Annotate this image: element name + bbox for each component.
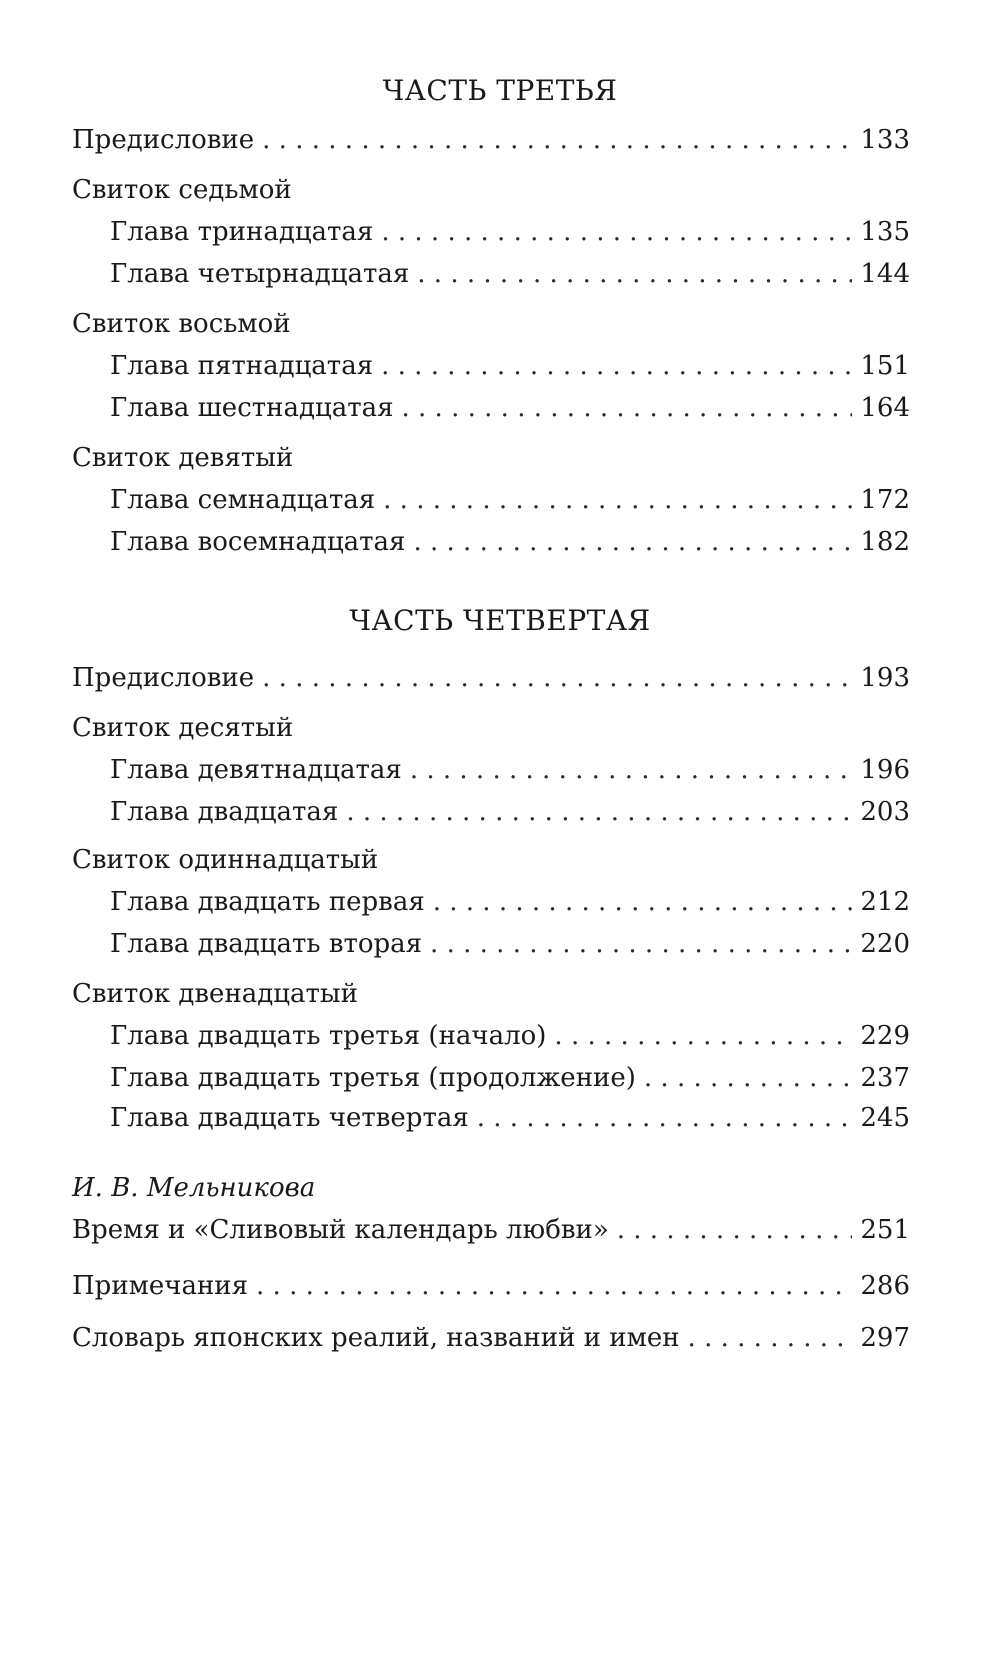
toc-entry-preface-part3[interactable] bbox=[72, 122, 910, 158]
part-four-title: ЧАСТЬ ЧЕТВЕРТАЯ bbox=[349, 604, 651, 637]
toc-page-number: 135 bbox=[860, 217, 910, 247]
dot-leader bbox=[430, 926, 852, 962]
dot-leader bbox=[688, 1320, 853, 1356]
scroll-eight-heading: Свиток восьмой bbox=[72, 309, 291, 339]
toc-entry-chapter-13[interactable] bbox=[110, 214, 910, 250]
dot-leader bbox=[402, 390, 853, 426]
toc-entry-label: Глава двадцать первая bbox=[110, 887, 425, 917]
toc-entry-label: Глава четырнадцатая bbox=[110, 259, 410, 289]
toc-page-number: 193 bbox=[860, 663, 910, 693]
part-three-title: ЧАСТЬ ТРЕТЬЯ bbox=[382, 74, 618, 107]
toc-page-number: 251 bbox=[860, 1215, 910, 1245]
dot-leader bbox=[410, 752, 853, 788]
toc-entry-label: Глава тринадцатая bbox=[110, 217, 374, 247]
toc-entry-label: Предисловие bbox=[72, 125, 255, 155]
toc-entry-label: Время и «Сливовый календарь любви» bbox=[72, 1215, 609, 1245]
toc-entry-chapter-22[interactable] bbox=[110, 926, 910, 962]
dot-leader bbox=[346, 794, 852, 830]
dot-leader bbox=[381, 348, 852, 384]
toc-entry-label: Глава девятнадцатая bbox=[110, 755, 402, 785]
toc-page-number: 144 bbox=[860, 259, 910, 289]
toc-page-number: 151 bbox=[860, 351, 910, 381]
dot-leader bbox=[477, 1100, 853, 1136]
toc-entry-chapter-20[interactable] bbox=[110, 794, 910, 830]
toc-page-number: 182 bbox=[860, 527, 910, 557]
toc-entry-chapter-19[interactable] bbox=[110, 752, 910, 788]
toc-page-number: 196 bbox=[860, 755, 910, 785]
dot-leader bbox=[262, 122, 852, 158]
toc-page-number: 172 bbox=[860, 485, 910, 515]
dot-leader bbox=[433, 884, 853, 920]
toc-entry-chapter-23-continued[interactable] bbox=[110, 1060, 910, 1096]
dot-leader bbox=[383, 482, 852, 518]
toc-page-number: 229 bbox=[860, 1021, 910, 1051]
toc-entry-label: Глава двадцатая bbox=[110, 797, 339, 827]
toc-entry-label: Примечания bbox=[72, 1271, 249, 1301]
scroll-seven-heading: Свиток седьмой bbox=[72, 175, 292, 205]
toc-entry-essay[interactable] bbox=[72, 1212, 910, 1248]
toc-entry-chapter-23-start[interactable] bbox=[110, 1018, 910, 1054]
toc-entry-chapter-15[interactable] bbox=[110, 348, 910, 384]
scroll-nine-heading: Свиток девятый bbox=[72, 443, 294, 473]
toc-page-number: 164 bbox=[860, 393, 910, 423]
toc-entry-chapter-16[interactable] bbox=[110, 390, 910, 426]
dot-leader bbox=[413, 524, 852, 560]
toc-entry-chapter-21[interactable] bbox=[110, 884, 910, 920]
essay-author: И. В. Мельникова bbox=[72, 1173, 316, 1203]
toc-page-number: 237 bbox=[860, 1063, 910, 1093]
toc-entry-label: Глава семнадцатая bbox=[110, 485, 376, 515]
scroll-ten-heading: Свиток десятый bbox=[72, 713, 294, 743]
toc-page-number: 245 bbox=[860, 1103, 910, 1133]
dot-leader bbox=[256, 1268, 852, 1304]
toc-entry-label: Глава восемнадцатая bbox=[110, 527, 406, 557]
dot-leader bbox=[417, 256, 852, 292]
toc-entry-chapter-17[interactable] bbox=[110, 482, 910, 518]
toc-entry-chapter-18[interactable] bbox=[110, 524, 910, 560]
toc-page-number: 212 bbox=[860, 887, 910, 917]
dot-leader bbox=[554, 1018, 852, 1054]
dot-leader bbox=[617, 1212, 853, 1248]
toc-entry-label: Глава двадцать вторая bbox=[110, 929, 423, 959]
scroll-eleven-heading: Свиток одиннадцатый bbox=[72, 845, 379, 875]
toc-entry-label: Глава пятнадцатая bbox=[110, 351, 374, 381]
toc-entry-label: Предисловие bbox=[72, 663, 255, 693]
toc-entry-label: Глава двадцать третья (продолжение) bbox=[110, 1063, 636, 1093]
scroll-twelve-heading: Свиток двенадцатый bbox=[72, 979, 358, 1009]
toc-entry-label: Глава двадцать четвертая bbox=[110, 1103, 469, 1133]
toc-entry-label: Глава двадцать третья (начало) bbox=[110, 1021, 547, 1051]
toc-page-number: 203 bbox=[860, 797, 910, 827]
toc-page-number: 286 bbox=[860, 1271, 910, 1301]
toc-entry-glossary[interactable] bbox=[72, 1320, 910, 1356]
toc-entry-label: Глава шестнадцатая bbox=[110, 393, 394, 423]
toc-entry-notes[interactable] bbox=[72, 1268, 910, 1304]
toc-entry-chapter-24[interactable] bbox=[110, 1100, 910, 1136]
dot-leader bbox=[381, 214, 852, 250]
dot-leader bbox=[644, 1060, 852, 1096]
toc-entry-preface-part4[interactable] bbox=[72, 660, 910, 696]
toc-page-number: 220 bbox=[860, 929, 910, 959]
toc-page-number: 297 bbox=[860, 1323, 910, 1353]
toc-entry-label: Словарь японских реалий, названий и имен bbox=[72, 1323, 680, 1353]
toc-entry-chapter-14[interactable] bbox=[110, 256, 910, 292]
toc-page-number: 133 bbox=[860, 125, 910, 155]
dot-leader bbox=[262, 660, 852, 696]
